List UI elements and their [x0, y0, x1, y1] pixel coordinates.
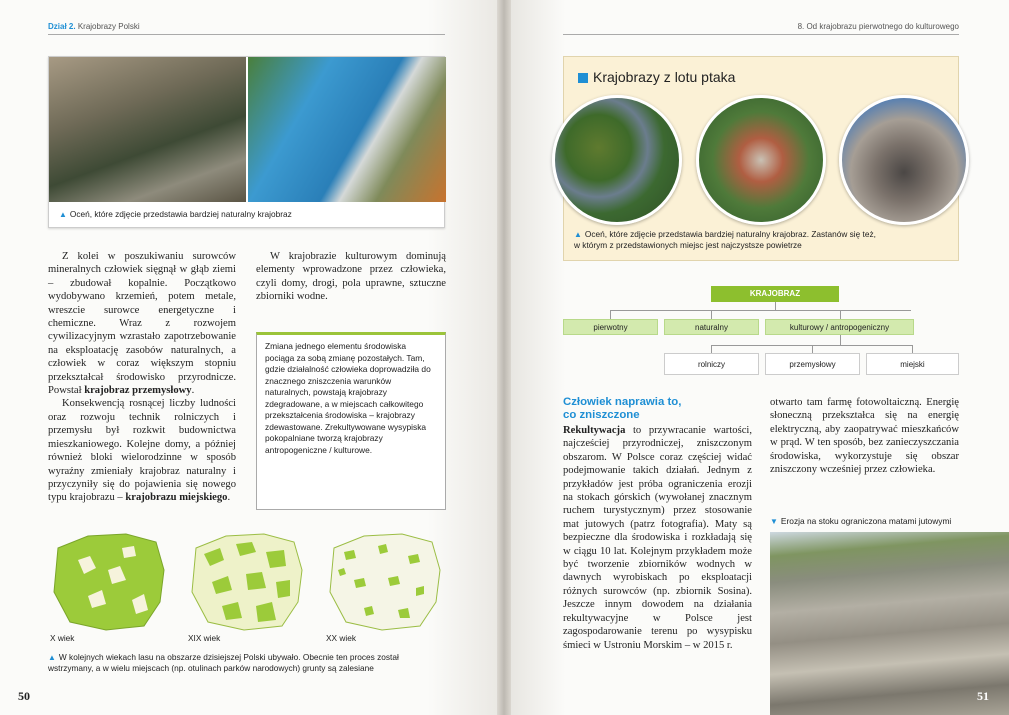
right-text-column-2: [770, 396, 959, 476]
aerial-photo-town: [696, 95, 826, 225]
tree-node-rolniczy: rolniczy: [664, 353, 759, 375]
section-heading: Człowiek naprawia to, co zniszczone: [563, 396, 682, 421]
header-section-title: Krajobrazy Polski: [77, 22, 140, 31]
aerial-landscapes-box: [563, 56, 959, 261]
tree-line: [610, 310, 611, 319]
photo-comparison-figure: [48, 56, 445, 228]
forest-map-xx-century: [324, 530, 446, 632]
triangle-up-icon: ▲: [574, 230, 582, 239]
tree-line: [610, 310, 911, 311]
tree-line: [840, 335, 841, 345]
photo-caption: ▲ Oceń, które zdjęcie przedstawia bardziej naturalny krajobraz: [59, 209, 292, 219]
aerial-photo-open-pit-mine: [839, 95, 969, 225]
tree-node-przemyslowy: przemysłowy: [765, 353, 860, 375]
triangle-up-icon: ▲: [59, 210, 67, 219]
aerial-box-title: Krajobrazy z lotu ptaka: [578, 69, 735, 85]
tree-line: [912, 345, 913, 353]
book-spine: [497, 0, 511, 715]
tree-line: [711, 310, 712, 319]
triangle-down-icon: ▼: [770, 517, 778, 526]
paragraph: Konsekwencją rosnącej liczby ludności oraz rozwoju technik rolniczych i przemysłu był rozkwit budownictwa mieszkaniowego. Kolejne domy, a później również bloki wielorodzinne w sposób wyraźny zmieniały krajobraz naturalny i przyczyniły się do pojawienia się nowego typu krajobrazu – krajobrazu miejskiego.: [48, 398, 236, 504]
tree-node-naturalny: naturalny: [664, 319, 759, 335]
right-text-column-1: [563, 424, 752, 652]
paragraph: otwarto tam farmę fotowoltaiczną. Energię słoneczną przekształca się na energię elektryczną, aby zaopatrywać mieszkańców w prąd. W ten sposób, bez zanieczyszczania środowiska, wykorzystuje się obszar zniszczony wcześniej przez człowieka.: [770, 397, 959, 476]
tree-node-root: KRAJOBRAZ: [711, 286, 839, 302]
paragraph: W krajobrazie kulturowym dominują elementy wprowadzone przez człowieka, czyli domy, drogi, pola uprawne, sztuczne zbiorniki wodne.: [256, 251, 446, 303]
tree-line: [840, 310, 841, 319]
left-text-column-2: [256, 250, 446, 304]
aerial-photo-river-forest: [552, 95, 682, 225]
tree-node-kulturowy: kulturowy / antropogeniczny: [765, 319, 914, 335]
info-note-box: Zmiana jednego elementu środowiska pociąga za sobą zmianę pozostałych. Tam, gdzie działalność człowieka doprowadziła do znacznego zniszczenia warunków naturalnych, powstają krajobrazy zdegradowane, a w miejscach całkowitego przekształcenia środowiska – krajobrazy zdewastowane. Zrekultywowane wysypiska pokopalniane tworzą krajobrazy antropogeniczne / kulturowe.: [256, 332, 446, 510]
tree-line: [775, 302, 776, 310]
tree-line: [711, 345, 712, 353]
tree-node-miejski: miejski: [866, 353, 959, 375]
forest-maps-figure: [48, 530, 446, 645]
map-label: XX wiek: [326, 633, 356, 643]
jute-mat-erosion-photo: [770, 532, 1009, 715]
header-rule: [563, 34, 959, 35]
page-number-left: 50: [18, 689, 30, 703]
dam-reservoir-photo: [248, 57, 446, 202]
forest-map-x-century: [48, 530, 170, 632]
map-label: X wiek: [50, 633, 75, 643]
paragraph: Rekultywacja to przywracanie wartości, najcześciej przyrodniczej, zniszczonym obszarom. W Polsce coraz częściej widać podejmowanie takich działań. Jednym z przykładów jest próba ograniczenia erozji na stokach górskich (wywołanej znacznym ruchem turystycznym) przez stosowanie mat jutowych (patrz fotografia). Maty są bezpieczne dla środowiska i rozkładają się w ciągu 10 lat. Kolejnym przykładem może być tworzenie zbiorników wodnych w dawnych wyrobiskach po eksploatacji różnych surowców (np. zbiornik Sosina). Jeszcze innym dowodem na działania rekultywacyjne w Polsce jest zagospodarowanie terenu po wysypisku śmieci w Ustroniu Morskim – w 2015 r.: [563, 425, 752, 651]
tree-line: [812, 345, 813, 353]
header-rule: [48, 34, 445, 35]
mountain-path-photo: [49, 57, 246, 202]
map-label: XIX wiek: [188, 633, 221, 643]
tree-node-pierwotny: pierwotny: [563, 319, 658, 335]
erosion-caption: ▼ Erozja na stoku ograniczona matami jutowymi: [770, 516, 952, 526]
forest-map-xix-century: [186, 530, 308, 632]
left-running-header: [48, 22, 140, 31]
triangle-up-icon: ▲: [48, 653, 56, 662]
aerial-caption: ▲ Oceń, które zdjęcie przedstawia bardziej naturalny krajobraz. Zastanów się też, w którym z przedstawionych miejsc jest najczystsze powietrze: [574, 229, 876, 250]
paragraph: Z kolei w poszukiwaniu surowców mineralnych człowiek sięgnął w głąb ziemi – zbudował kopalnie. Początkowo wydobywano krzemień, potem metale, wreszcie surowce energetyczne i chemiczne. Wraz z rozwojem cywilizacyjnym wzrastało zapotrzebowanie na eksploatację zasobów naturalnych, a człowiek w coraz większym stopniu przekształcał środowisko przyrodnicze. Powstał krajobraz przemysłowy.: [48, 251, 236, 397]
blue-square-icon: [578, 73, 588, 83]
page-number-right: 51: [977, 689, 989, 703]
right-running-header: 8. Od krajobrazu pierwotnego do kulturowego: [797, 22, 959, 31]
header-section-number: Dział 2.: [48, 22, 76, 31]
left-text-column-1: [48, 250, 236, 505]
maps-caption: ▲ W kolejnych wiekach lasu na obszarze dzisiejszej Polski ubywało. Obecnie ten proces został wstrzymany, a w wielu miejscach (np. otulinach parków narodowych) grunty są zalesiane: [48, 652, 399, 673]
